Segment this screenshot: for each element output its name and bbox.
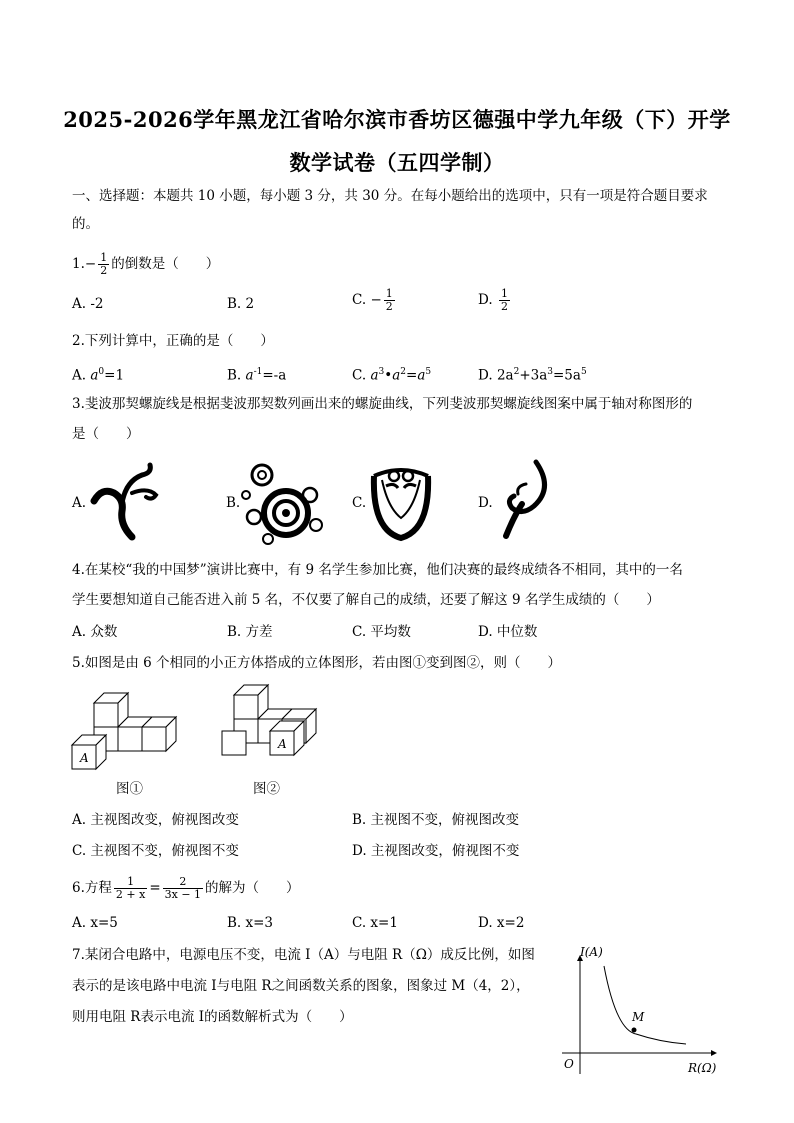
q6-equals: = (149, 880, 161, 896)
question-7: 7.某闭合电路中，电源电压不变，电流 I（A）与电阻 R（Ω）成反比例，如图 (72, 947, 535, 963)
q3-option-c-label: C. (352, 495, 367, 511)
q2-a-exp: 0 (98, 367, 105, 377)
q1-frac-den: 2 (100, 264, 108, 277)
q2-d-p3: =5a (553, 367, 581, 384)
q6-f2-den: 3x − 1 (164, 888, 202, 901)
q3-option-c-figure (368, 460, 434, 542)
q1-d-fraction (499, 288, 510, 313)
q6-f2-num: 2 (163, 876, 203, 889)
q5-option-a: A. 主视图改变，俯视图改变 (72, 812, 239, 828)
question-4: 4.在某校“我的中国梦”演讲比赛中，有 9 名学生参加比赛，他们决赛的最终成绩各不相同，其中的一名 (72, 562, 683, 578)
q2-c-e3: 5 (425, 367, 432, 377)
q6-fraction-1 (114, 876, 147, 901)
q1-tail: 的倒数是（ ） (111, 256, 220, 272)
q2-d-e1: 2 (513, 367, 520, 377)
q5-figure-2-label: 图② (253, 781, 280, 797)
q3-option-d-label: D. (478, 495, 493, 511)
q2-option-a (72, 362, 124, 386)
q5-option-c: C. 主视图不变，俯视图不变 (72, 843, 239, 859)
q1-d-den: 2 (500, 300, 508, 313)
question-3: 3.斐波那契螺旋线是根据斐波那契数列画出来的螺旋曲线，下列斐波那契螺旋线图案中属于轴对称图形的 (72, 396, 693, 412)
q2-a-rest: =1 (104, 367, 125, 384)
q1-fraction (98, 252, 109, 277)
q1-neg: − (84, 256, 97, 272)
question-4-cont: 学生要想知道自己能否进入前 5 名，不仅要了解自己的成绩，还要了解这 9 名学生成绩的（ ） (72, 592, 660, 608)
q1-option-b: B. 2 (227, 296, 255, 312)
question-1 (72, 252, 219, 277)
q2-c-a: a (370, 367, 379, 384)
q5-option-b: B. 主视图不变，俯视图改变 (352, 812, 520, 828)
question-7-cont-2: 则用电阻 R表示电流 I的函数解析式为（ ） (72, 1009, 353, 1025)
q2-c-e1: 3 (378, 367, 385, 377)
q3-option-b-figure (238, 455, 324, 545)
q7-graph (556, 938, 726, 1078)
q2-option-c (352, 362, 431, 386)
q1-c-neg: − (370, 292, 382, 308)
q6-f1-num: 1 (114, 876, 147, 889)
q4-option-d: D. 中位数 (478, 624, 538, 640)
q2-d-label: D. (478, 367, 493, 384)
q7-point-m (632, 1028, 637, 1033)
question-7-cont: 表示的是该电路中电流 I与电阻 R之间函数关系的图象，图象过 M（4，2）， (72, 978, 530, 994)
q2-option-b (227, 362, 286, 386)
q6-f1-den: 2 + x (115, 888, 146, 901)
q1-option-c (352, 288, 397, 313)
q2-c-e2: 2 (400, 367, 406, 377)
q1-c-fraction (384, 288, 395, 313)
question-2: 2.下列计算中，正确的是（ ） (72, 333, 274, 349)
q2-c-c: a (417, 367, 426, 384)
q1-c-num: 1 (385, 287, 393, 300)
q2-a-label: A. (72, 367, 87, 384)
q2-d-p2: +3a (519, 367, 548, 384)
title-line-1: 2025-2026学年黑龙江省哈尔滨市香坊区德强中学九年级（下）开学 (63, 107, 731, 132)
q1-option-d (478, 288, 512, 313)
q1-c-den: 2 (385, 300, 393, 313)
q2-d-e2: 3 (547, 367, 553, 377)
q4-option-a: A. 众数 (72, 624, 118, 640)
title-line-2: 数学试卷（五四学制） (289, 150, 505, 175)
section1-instructions-cont: 的。 (72, 216, 99, 232)
q6-prefix: 6.方程 (72, 880, 112, 896)
q5-figure-2 (220, 685, 340, 775)
q1-d-num: 1 (500, 287, 508, 300)
q7-curve (604, 966, 686, 1044)
q1-frac-num: 1 (100, 251, 108, 264)
q7-m-label: M (632, 1010, 645, 1024)
q1-option-a: A. -2 (72, 296, 104, 312)
q3-option-b-label: B. (226, 495, 241, 511)
q2-d-e3: 5 (580, 367, 587, 377)
q7-origin-label: O (564, 1057, 574, 1071)
q6-option-d: D. x=2 (478, 915, 525, 931)
question-3-cont: 是（ ） (72, 426, 140, 442)
q7-y-label: I(A) (580, 945, 603, 959)
q3-option-a-label: A. (72, 495, 87, 511)
q6-fraction-2 (163, 876, 203, 901)
q2-b-label: B. (227, 367, 242, 384)
q2-c-eq: = (406, 367, 418, 384)
q6-option-a: A. x=5 (72, 915, 118, 931)
q6-option-b: B. x=3 (227, 915, 274, 931)
q2-c-label: C. (352, 367, 367, 384)
q7-x-label: R(Ω) (688, 1061, 717, 1075)
q6-option-c: C. x=1 (352, 915, 398, 931)
q5-option-d: D. 主视图改变，俯视图不变 (352, 843, 520, 859)
q2-a-base: a (90, 367, 99, 384)
q2-b-exp: -1 (253, 367, 263, 377)
q5-figure-1 (70, 685, 190, 775)
q2-b-rest: =-a (262, 367, 287, 384)
question-6 (72, 876, 300, 901)
q2-c-mid: • (384, 367, 393, 384)
q1-c-label: C. (352, 292, 367, 308)
question-5: 5.如图是由 6 个相同的小正方体搭成的立体图形，若由图①变到图②，则（ ） (72, 655, 562, 671)
q2-c-b: a (392, 367, 401, 384)
q5-fig2-letter: A (278, 737, 287, 751)
q4-option-c: C. 平均数 (352, 624, 411, 640)
q2-option-d (478, 362, 587, 386)
q2-d-p1: 2a (496, 367, 514, 384)
q1-d-label: D. (478, 292, 493, 308)
q3-option-a-figure (92, 465, 164, 541)
q3-option-d-figure (496, 460, 552, 538)
q1-number: 1. (72, 256, 85, 272)
q2-b-base: a (245, 367, 254, 384)
q5-figure-1-label: 图① (116, 781, 143, 797)
q6-tail: 的解为（ ） (205, 880, 300, 896)
q4-option-b: B. 方差 (227, 624, 273, 640)
q5-fig1-letter: A (80, 751, 89, 765)
section1-instructions: 一、选择题：本题共 10 小题，每小题 3 分，共 30 分。在每小题给出的选项中，只有一项是符合题目要求 (72, 188, 708, 204)
